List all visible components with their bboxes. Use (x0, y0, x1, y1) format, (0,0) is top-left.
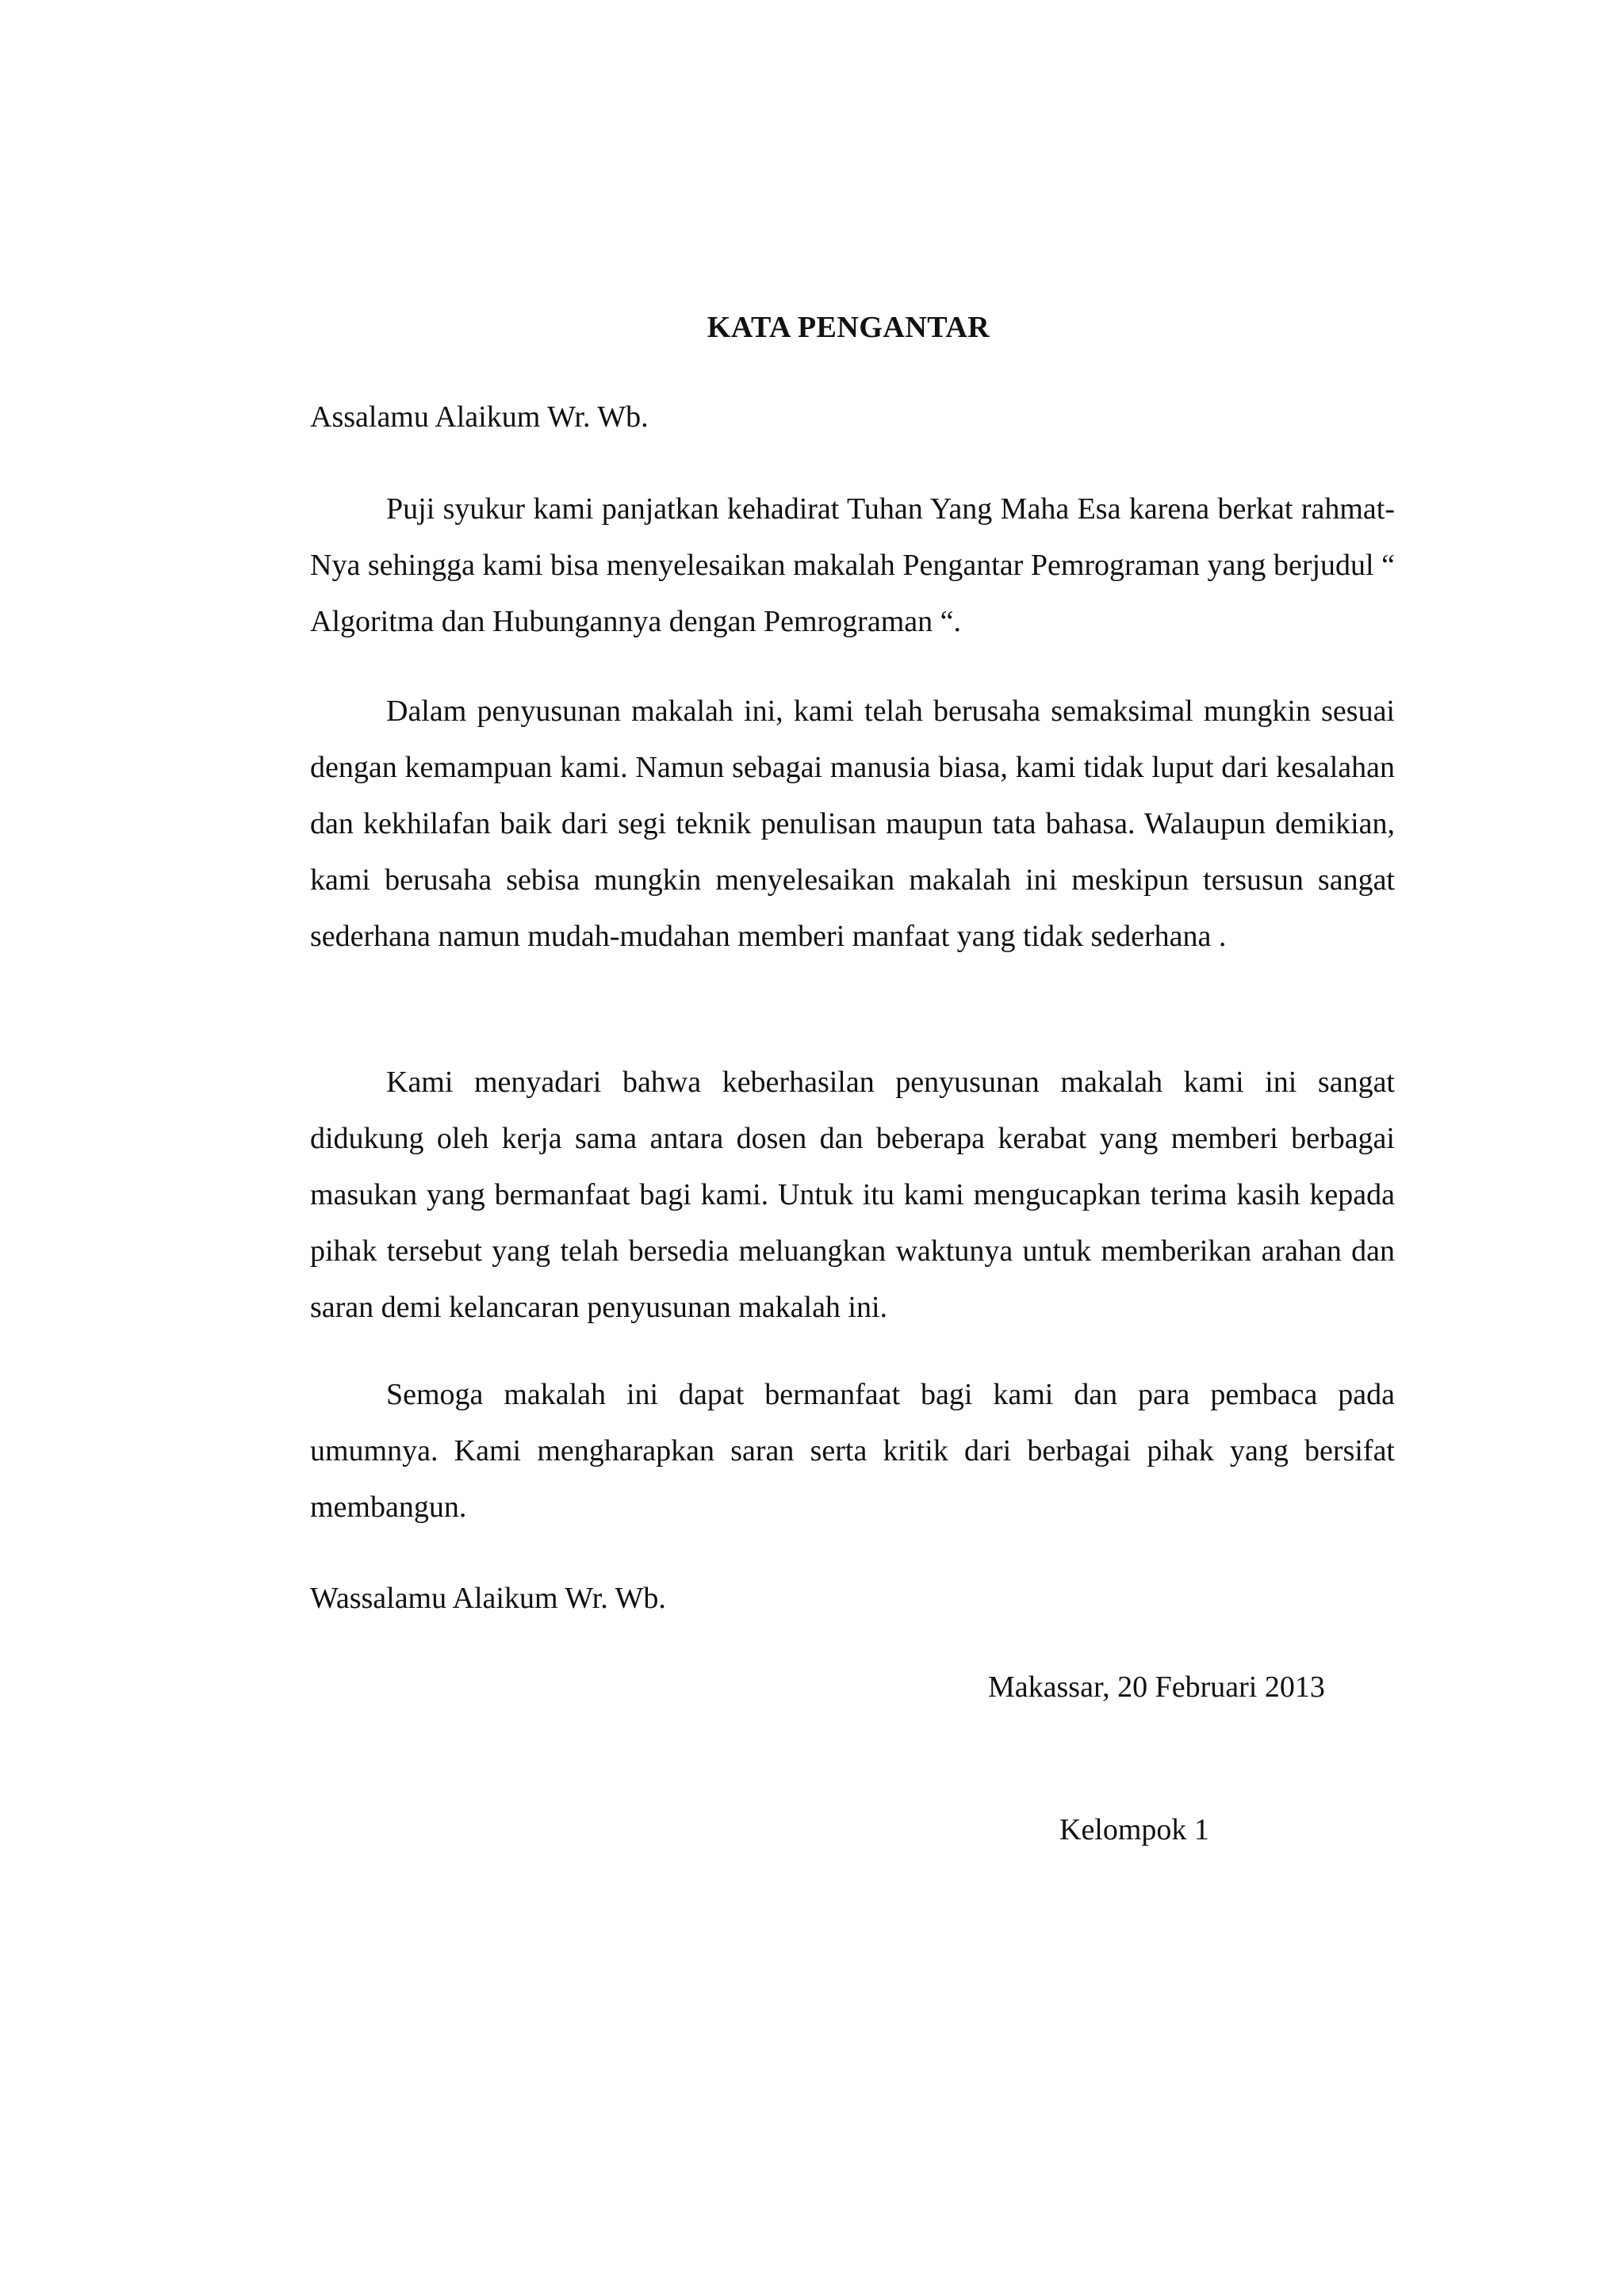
signature-group: Kelompok 1 (1059, 1813, 1209, 1846)
page-title: KATA PENGANTAR (707, 311, 990, 344)
opening-greeting: Assalamu Alaikum Wr. Wb. (310, 400, 649, 434)
paragraph-2: Dalam penyusunan makalah ini, kami telah berusaha semaksimal mungkin sesuai dengan kemampuan kami. Namun sebagai manusia biasa, kami tidak luput dari kesalahan dan kekhilafan baik dari segi teknik penulisan maupun tata bahasa. Walaupun demikian, kami berusaha sebisa mungkin menyelesaikan makalah ini meskipun tersusun sangat sederhana namun mudah-mudahan memberi manfaat yang tidak sederhana . (310, 695, 1395, 953)
place-and-date: Makassar, 20 Februari 2013 (988, 1670, 1325, 1704)
paragraph-4: Semoga makalah ini dapat bermanfaat bagi kami dan para pembaca pada umumnya. Kami mengharapkan saran serta kritik dari berbagai pihak yang bersifat membangun. (310, 1378, 1395, 1524)
paragraph-1: Puji syukur kami panjatkan kehadirat Tuhan Yang Maha Esa karena berkat rahmat-Nya sehingga kami bisa menyelesaikan makalah Pengantar Pemrograman yang berjudul “ Algoritma dan Hubungannya dengan Pemrograman “. (310, 492, 1395, 638)
paragraph-3: Kami menyadari bahwa keberhasilan penyusunan makalah kami ini sangat didukung oleh kerja sama antara dosen dan beberapa kerabat yang memberi berbagai masukan yang bermanfaat bagi kami. Untuk itu kami mengucapkan terima kasih kepada pihak tersebut yang telah bersedia meluangkan waktunya untuk memberikan arahan dan saran demi kelancaran penyusunan makalah ini. (310, 1066, 1395, 1324)
closing-greeting: Wassalamu Alaikum Wr. Wb. (310, 1582, 666, 1615)
